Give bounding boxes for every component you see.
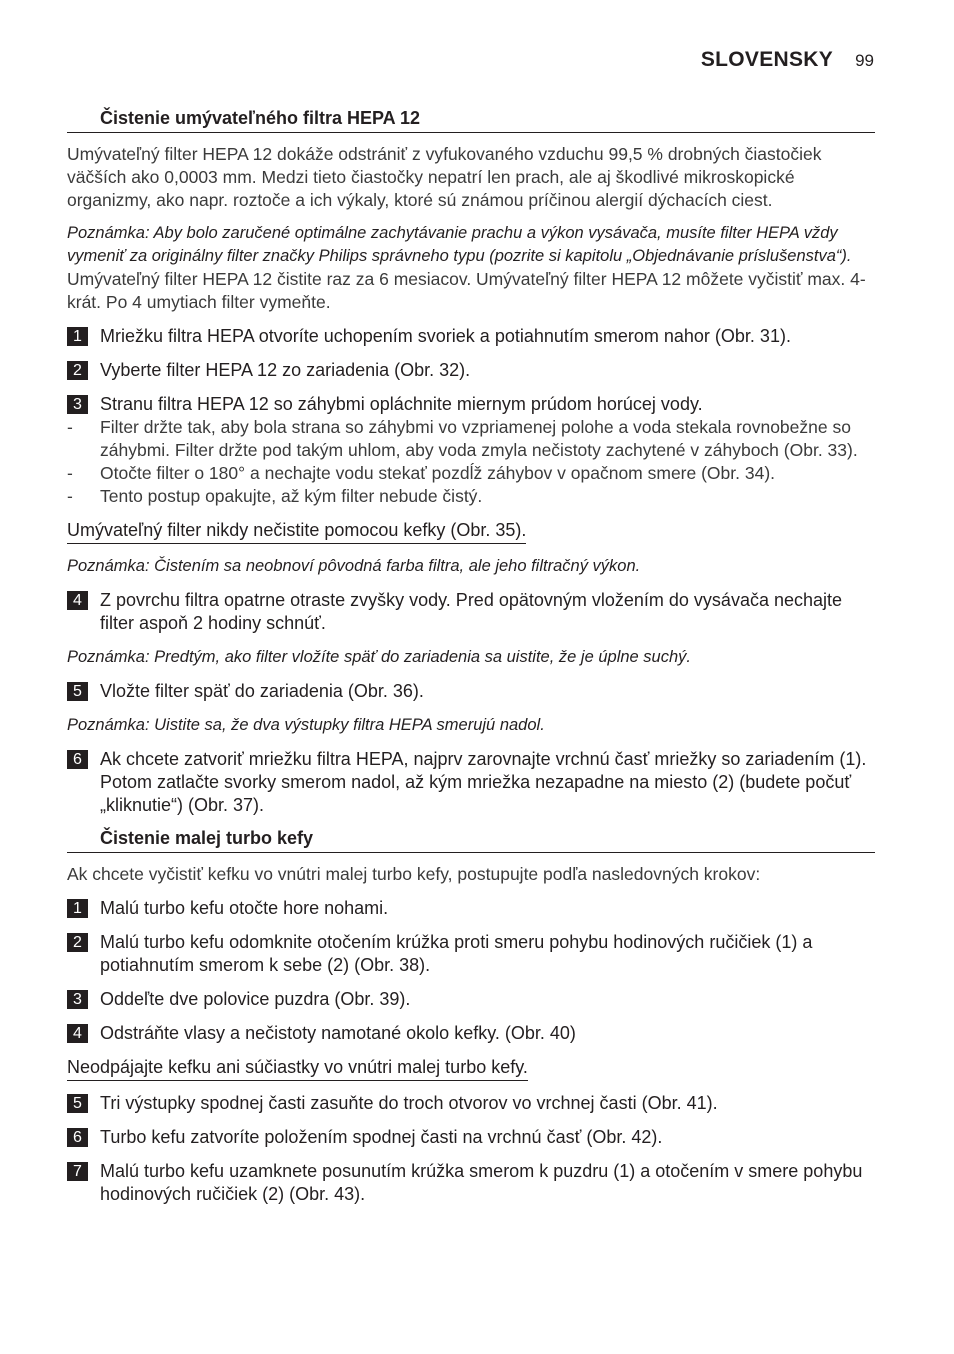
step-text: Vložte filter späť do zariadenia (Obr. 36). bbox=[100, 681, 424, 701]
turbo-step-6 bbox=[67, 1126, 875, 1149]
turbo-step-4 bbox=[67, 1022, 875, 1045]
step-number: 1 bbox=[67, 327, 88, 346]
substep-text: Otočte filter o 180° a nechajte vodu stekať pozdĺž záhybov v opačnom smere (Obr. 34). bbox=[100, 463, 776, 483]
step-text: Malú turbo kefu uzamknete posunutím krúžka smerom k puzdru (1) a otočením v smere pohybu hodinových ručičiek (2) (Obr. 43). bbox=[100, 1161, 863, 1204]
step-number: 3 bbox=[67, 395, 88, 414]
step-number: 5 bbox=[67, 682, 88, 701]
step-text: Stranu filtra HEPA 12 so záhybmi opláchnite miernym prúdom horúcej vody. bbox=[100, 394, 703, 414]
step-text: Odstráňte vlasy a nečistoty namotané okolo kefky. (Obr. 40) bbox=[100, 1023, 576, 1043]
section-title-turbo-brush: Čistenie malej turbo kefy bbox=[67, 827, 875, 853]
step-number: 1 bbox=[67, 899, 88, 918]
dash-bullet: - bbox=[67, 417, 73, 437]
section-title-hepa: Čistenie umývateľného filtra HEPA 12 bbox=[67, 107, 875, 133]
step-text: Z povrchu filtra opatrne otraste zvyšky vody. Pred opätovným vložením do vysávača nechajte filter aspoň 2 hodiny schnúť. bbox=[100, 590, 843, 633]
substep-text: Tento postup opakujte, až kým filter nebude čistý. bbox=[100, 486, 483, 506]
turbo-step-1 bbox=[67, 897, 875, 920]
substep-text: Filter držte tak, aby bola strana so záhybmi vo vzpriamenej polohe a voda stekala rovnobežne so záhybmi. Filter držte pod takým uhlom, aby voda zmyla nečistoty zachytené v záhyboch (Obr. 33). bbox=[100, 417, 858, 460]
step-number: 4 bbox=[67, 591, 88, 610]
hepa-step-1 bbox=[67, 325, 875, 348]
turbo-step-5 bbox=[67, 1092, 875, 1115]
hepa-step-6 bbox=[67, 748, 875, 817]
turbo-step-2 bbox=[67, 931, 875, 977]
hepa-frequency: Umývateľný filter HEPA 12 čistite raz za 6 mesiacov. Umývateľný filter HEPA 12 môžete vyčistiť max. 4-krát. Po 4 umytiach filter vymeňte. bbox=[67, 269, 866, 312]
step-text: Ak chcete zatvoriť mriežku filtra HEPA, najprv zarovnajte vrchnú časť mriežky so zariadením (1). Potom zatlačte svorky smerom nadol, až kým mriežka nezapadne na miesto (2) (budete počuť „kliknutie“) (Obr. 37). bbox=[100, 749, 867, 815]
substep bbox=[67, 416, 875, 462]
hepa-step-3-substeps bbox=[67, 416, 875, 508]
substep bbox=[67, 485, 875, 508]
warning-do-not-detach: Neodpájajte kefku ani súčiastky vo vnútri malej turbo kefy. bbox=[67, 1056, 528, 1081]
hepa-step-2 bbox=[67, 359, 875, 382]
substep bbox=[67, 462, 875, 485]
step-number: 5 bbox=[67, 1094, 88, 1113]
page-number: 99 bbox=[855, 51, 874, 70]
step-text: Malú turbo kefu odomknite otočením krúžka proti smeru pohybu hodinových ručičiek (1) a potiahnutím smerom k sebe (2) (Obr. 38). bbox=[100, 932, 813, 975]
note-dry: Poznámka: Predtým, ako filter vložíte späť do zariadenia sa uistite, že je úplne suchý. bbox=[67, 648, 691, 666]
hepa-step-3 bbox=[67, 393, 875, 416]
note-protrusions: Poznámka: Uistite sa, že dva výstupky filtra HEPA smerujú nadol. bbox=[67, 716, 545, 734]
note-color: Poznámka: Čistením sa neobnoví pôvodná farba filtra, ale jeho filtračný výkon. bbox=[67, 557, 641, 575]
step-text: Vyberte filter HEPA 12 zo zariadenia (Obr. 32). bbox=[100, 360, 471, 380]
turbo-intro: Ak chcete vyčistiť kefku vo vnútri malej turbo kefy, postupujte podľa nasledovných krokov: bbox=[67, 864, 761, 884]
language-label: SLOVENSKY bbox=[700, 48, 834, 71]
turbo-step-3 bbox=[67, 988, 875, 1011]
step-number: 6 bbox=[67, 750, 88, 769]
hepa-intro: Umývateľný filter HEPA 12 dokáže odstrániť z vyfukovaného vzduchu 99,5 % drobných čiastočiek väčších ako 0,0003 mm. Medzi tieto čiastočky nepatrí len prach, ale aj škodlivé mikroskopické organizmy, ako napr. roztoče a ich výkaly, ktoré sú známou príčinou alergií dýchacích ciest. bbox=[67, 144, 822, 210]
page-content bbox=[67, 107, 875, 1217]
warning-no-brush: Umývateľný filter nikdy nečistite pomocou kefky (Obr. 35). bbox=[67, 519, 526, 544]
step-number: 2 bbox=[67, 933, 88, 952]
step-number: 3 bbox=[67, 990, 88, 1009]
step-text: Oddeľte dve polovice puzdra (Obr. 39). bbox=[100, 989, 411, 1009]
page-header bbox=[701, 48, 874, 72]
step-text: Malú turbo kefu otočte hore nohami. bbox=[100, 898, 389, 918]
note-original-filter: Poznámka: Aby bolo zaručené optimálne zachytávanie prachu a výkon vysávača, musíte filter HEPA vždy vymeniť za originálny filter značky Philips správneho typu (pozrite si kapitolu „Objednávanie príslušenstva“). bbox=[67, 224, 852, 265]
step-number: 7 bbox=[67, 1162, 88, 1181]
turbo-step-7 bbox=[67, 1160, 875, 1206]
dash-bullet: - bbox=[67, 463, 73, 483]
step-text: Mriežku filtra HEPA otvoríte uchopením svoriek a potiahnutím smerom nahor (Obr. 31). bbox=[100, 326, 791, 346]
step-text: Turbo kefu zatvoríte položením spodnej časti na vrchnú časť (Obr. 42). bbox=[100, 1127, 663, 1147]
hepa-step-4 bbox=[67, 589, 875, 635]
step-number: 4 bbox=[67, 1024, 88, 1043]
step-number: 2 bbox=[67, 361, 88, 380]
step-text: Tri výstupky spodnej časti zasuňte do troch otvorov vo vrchnej časti (Obr. 41). bbox=[100, 1093, 718, 1113]
hepa-step-5 bbox=[67, 680, 875, 703]
dash-bullet: - bbox=[67, 486, 73, 506]
step-number: 6 bbox=[67, 1128, 88, 1147]
